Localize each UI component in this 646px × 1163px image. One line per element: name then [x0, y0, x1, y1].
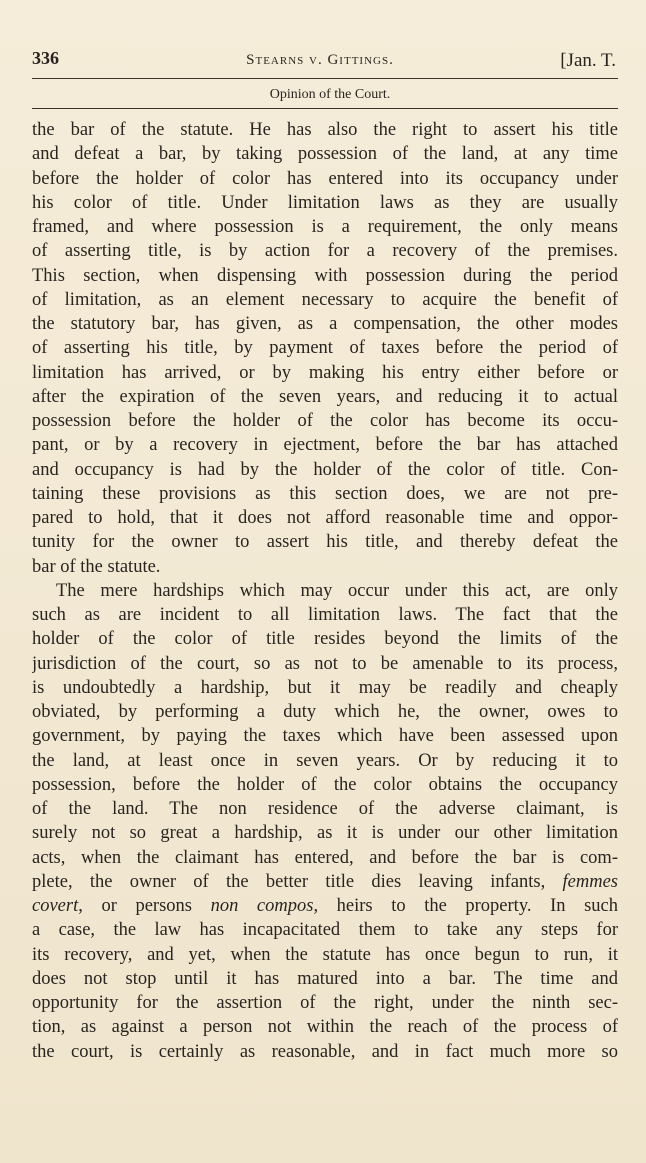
text-line: its recovery, and yet, when the statute has once begun to run, it — [32, 944, 618, 965]
text-line: tion, as against a person not within the reach of the process of — [32, 1017, 618, 1038]
italic-term: non compos — [210, 896, 314, 916]
text-line: This section, when dispensing with possession during the period — [32, 265, 618, 286]
text-line: before the holder of color has entered into its occupancy under — [32, 168, 618, 189]
text-line: tunity for the owner to assert his title, and thereby defeat the — [32, 532, 618, 553]
text-line — [32, 870, 618, 894]
text-line: government, by paying the taxes which have been assessed upon — [32, 726, 618, 747]
text-line: The mere hardships which may occur under this act, are only — [56, 580, 618, 601]
text-fragment: plete, the owner of the better title dies leaving infants, — [32, 871, 546, 892]
text-fragment: , heirs to the property. In such — [313, 896, 618, 916]
text-line: of asserting title, is by action for a recovery of the premises. — [32, 241, 618, 262]
text-line: pared to hold, that it does not afford reasonable time and oppor- — [32, 508, 618, 528]
text-line-italic — [32, 894, 618, 918]
italic-term: femmes — [562, 871, 618, 892]
text-line: does not stop until it has matured into a bar. The time and — [32, 968, 618, 989]
opinion-text — [22, 118, 618, 1064]
text-line: is undoubtedly a hardship, but it may be readily and cheaply — [32, 677, 618, 698]
text-line: such as are incident to all limitation laws. The fact that the — [32, 605, 618, 625]
header-rule — [32, 78, 618, 79]
text-line: the land, at least once in seven years. Or by reducing it to — [32, 750, 618, 771]
text-line: of limitation, as an element necessary to acquire the benefit of — [32, 289, 618, 310]
term-label: [Jan. T. — [560, 50, 616, 71]
text-line: limitation has arrived, or by making his entry either before or — [32, 362, 618, 383]
text-line: a case, the law has incapacitated them to take any steps for — [32, 920, 618, 941]
text-line: and occupancy is had by the holder of the color of title. Con- — [32, 459, 618, 480]
text-line: of the land. The non residence of the adverse claimant, is — [32, 799, 618, 819]
text-line: the court, is certainly as reasonable, and in fact much more so — [32, 1041, 618, 1062]
text-line: after the expiration of the seven years, and reducing it to actual — [32, 386, 618, 407]
page-number: 336 — [32, 48, 59, 68]
text-line: taining these provisions as this section does, we are not pre- — [32, 483, 618, 504]
text-line: and defeat a bar, by taking possession of the land, at any time — [32, 144, 618, 165]
text-fragment: , or persons — [78, 896, 211, 916]
subheading-rule — [32, 108, 618, 109]
text-line: obviated, by performing a duty which he, the owner, owes to — [32, 702, 618, 722]
italic-term: covert — [32, 896, 79, 916]
case-title: Stearns v. Gittings. — [246, 52, 394, 68]
text-line: possession before the holder of the color has become its occu- — [32, 411, 618, 431]
text-line: his color of title. Under limitation laws as they are usually — [32, 192, 618, 213]
paragraph-1 — [32, 118, 618, 579]
paragraph-2-continued — [32, 918, 618, 1064]
text-line: holder of the color of title resides beyond the limits of the — [32, 629, 618, 650]
text-line: possession, before the holder of the color obtains the occupancy — [32, 774, 618, 795]
opinion-subheading: Opinion of the Court. — [269, 87, 391, 102]
text-line: surely not so great a hardship, as it is under our other limitation — [32, 823, 618, 844]
text-line: opportunity for the assertion of the right, under the ninth sec- — [32, 993, 618, 1013]
paragraph-2 — [32, 579, 618, 894]
text-line: jurisdiction of the court, so as not to be amenable to its process, — [32, 653, 618, 674]
text-line: the statutory bar, has given, as a compensation, the other modes — [32, 314, 618, 334]
text-line: the bar of the statute. He has also the right to assert his title — [32, 120, 618, 140]
text-line: acts, when the claimant has entered, and before the bar is com- — [32, 847, 618, 868]
running-head — [22, 44, 618, 74]
text-line: framed, and where possession is a requirement, the only means — [32, 217, 618, 237]
text-line: bar of the statute. — [32, 556, 161, 577]
text-line: pant, or by a recovery in ejectment, before the bar has attached — [32, 435, 618, 456]
text-line: of asserting his title, by payment of taxes before the period of — [32, 338, 618, 359]
